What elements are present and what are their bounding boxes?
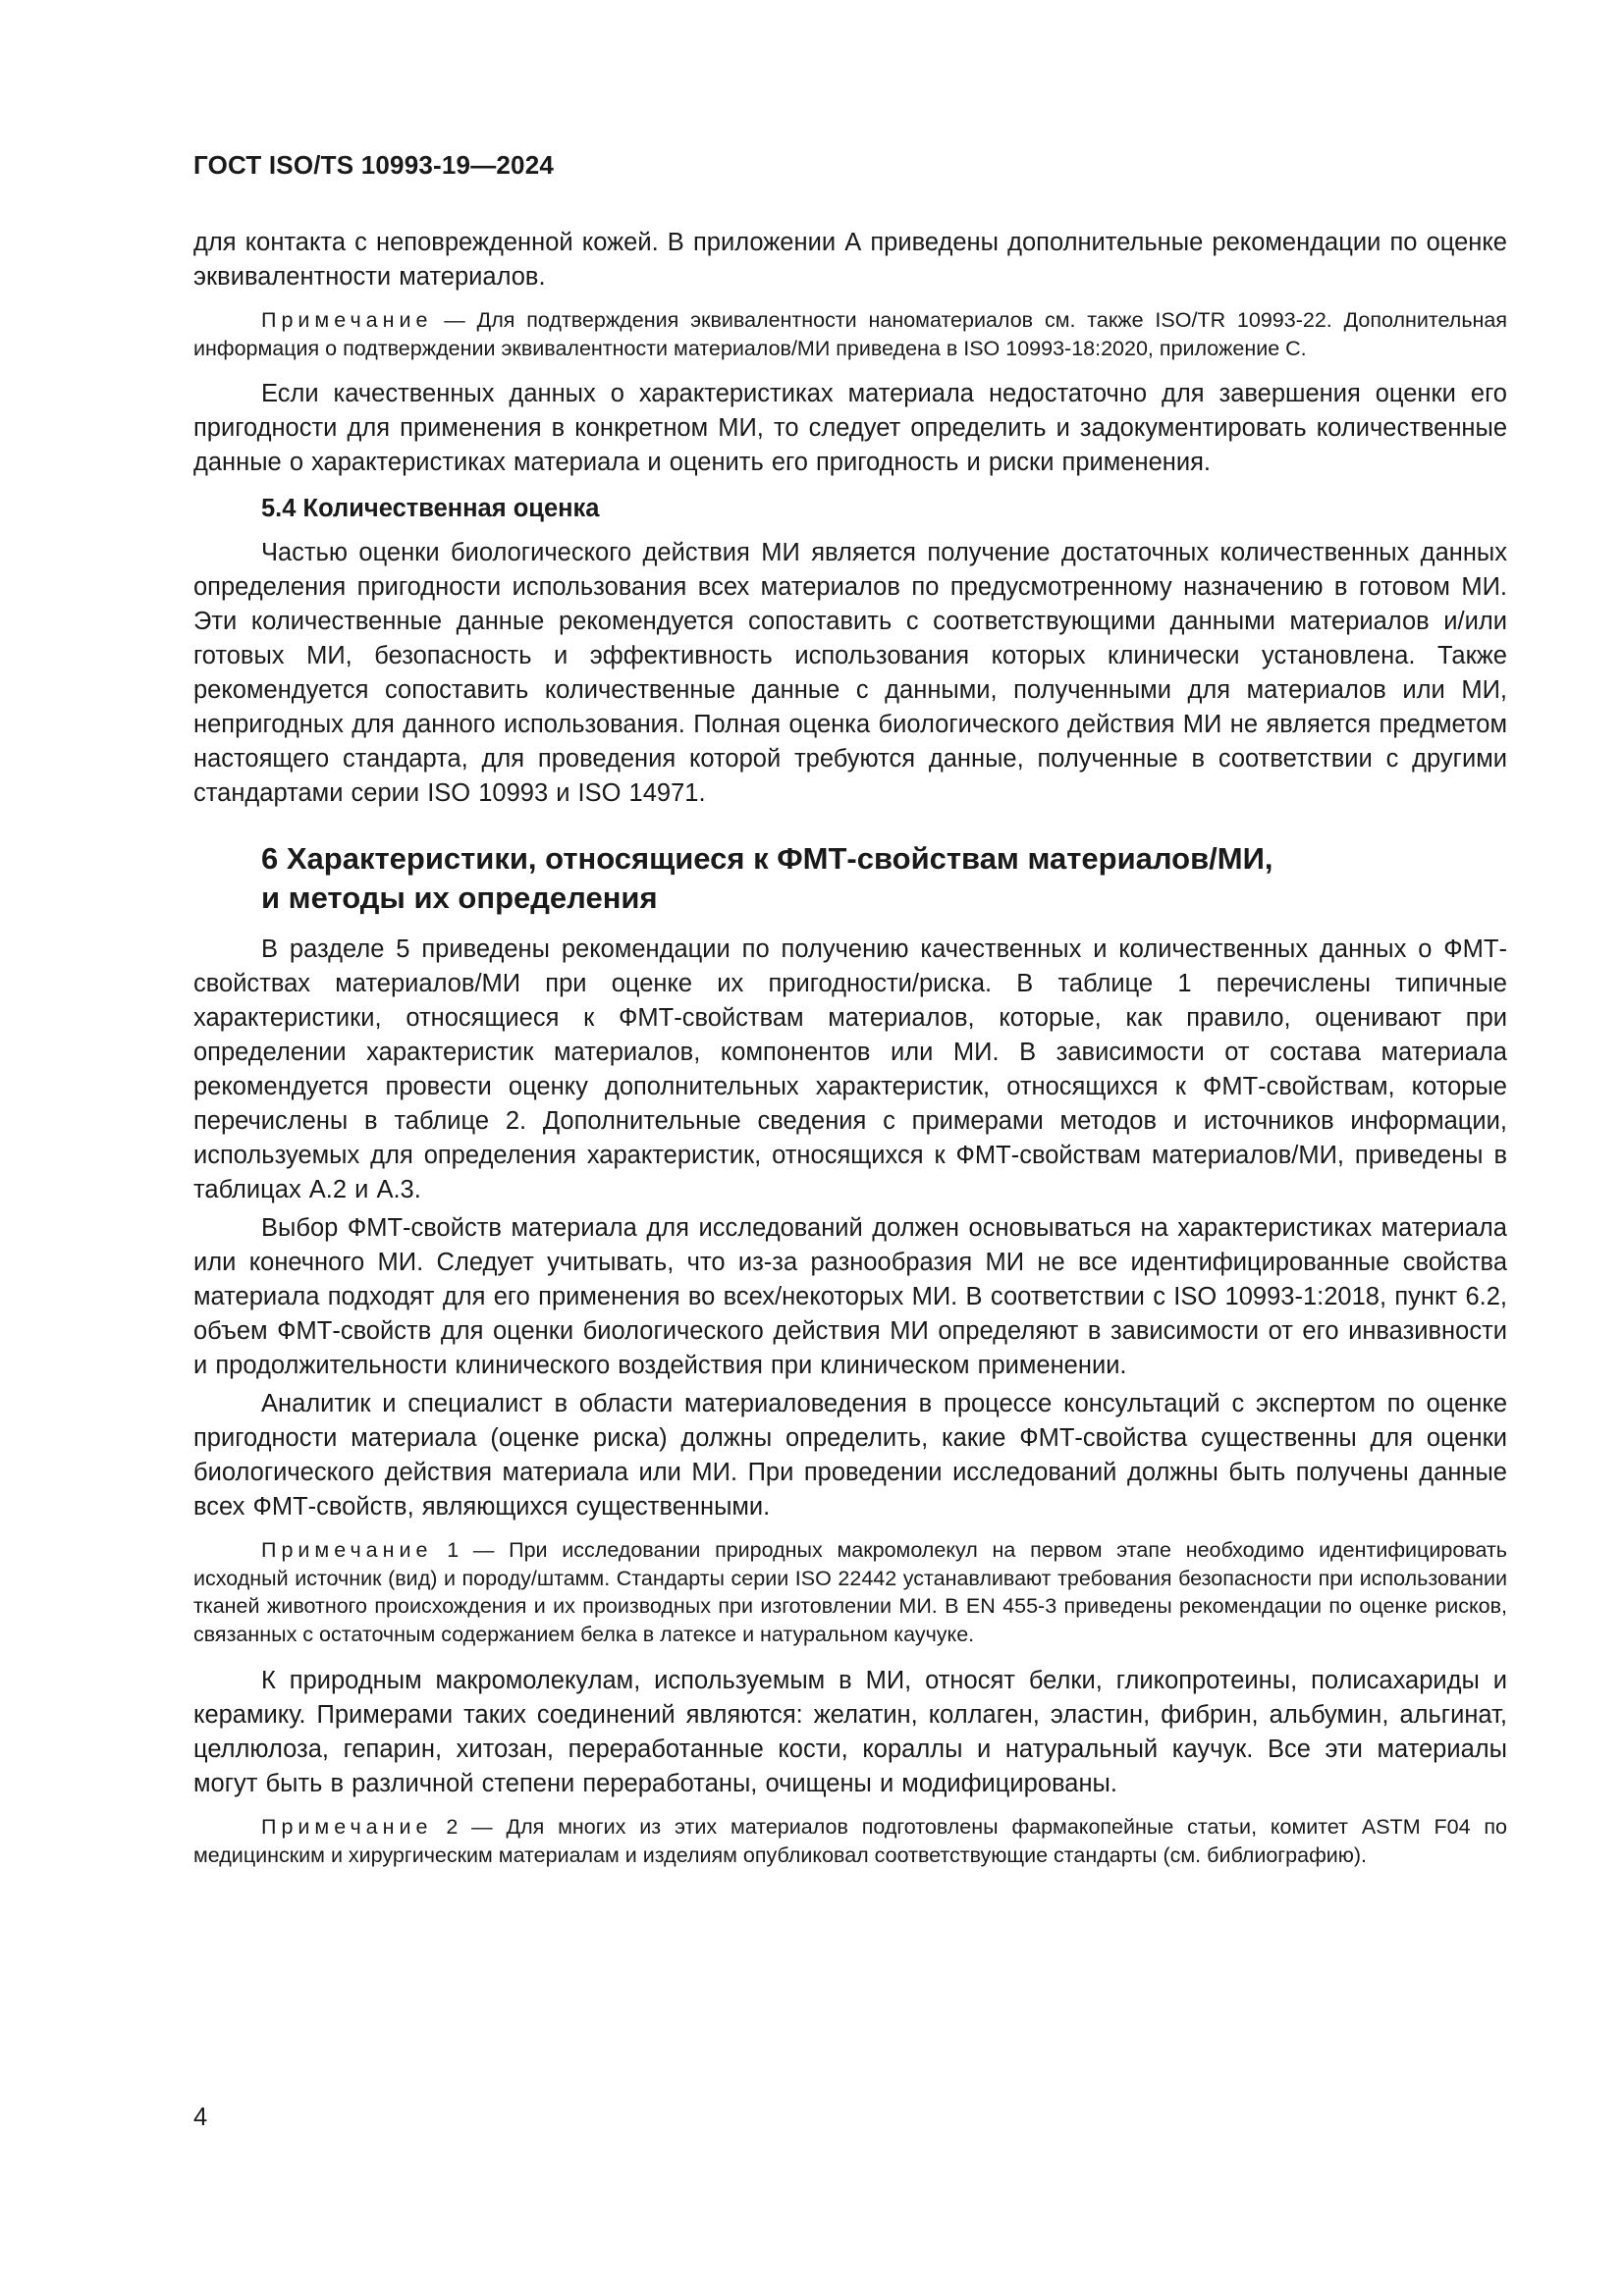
section-5-4-heading: 5.4 Количественная оценка — [261, 495, 600, 522]
note-text: 1 — При исследовании природных макромолекул на первом этапе необходимо идентифицировать исходный источник (вид) и породу/штамм. Стандарты серии ISO 22442 устанавливают требования безопасности при использовании тканей животного происхождения и их производных при изготовлении МИ. В EN 455-3 приведены рекомендации по оценке рисков, связанных с остаточным содержанием белка в латексе и натуральном каучуке. — [193, 1538, 1507, 1646]
note-text: 2 — Для многих из этих материалов подготовлены фармакопейные статьи, комитет ASTM F04 по медицинским и хирургическим материалам и изделиям опубликовал соответствующие стандарты (см. библиографию). — [193, 1815, 1507, 1867]
section-6-heading-line1: 6 Характеристики, относящиеся к ФМТ-свойствам материалов/МИ, — [261, 841, 1273, 876]
paragraph-5-4: Частью оценки биологического действия МИ является получение достаточных количественных данных определения пригодности использования всех материалов по предусмотренному назначению в готовом МИ. Эти количественные данные рекомендуется сопоставить с соответствующими данными материалов и/или готовых МИ, безопасность и эффективность использования которых клинически установлена. Также рекомендуется сопоставить количественные данные с данными, полученными для материалов или МИ, непригодных для данного использования. Полная оценка биологического действия МИ не является предметом настоящего стандарта, для проведения которой требуются данные, полученные в соответствии с другими стандартами серии ISO 10993 и ISO 14971. — [193, 539, 1507, 807]
paragraph-6d: К природным макромолекулам, используемым в МИ, относят белки, гликопротеины, полисахариды и керамику. Примерами таких соединений являются: желатин, коллаген, эластин, фибрин, альбумин, альгинат, целлюлоза, гепарин, хитозан, переработанные кости, кораллы и натуральный каучук. Все эти материалы могут быть в различной степени переработаны, очищены и модифицированы. — [193, 1667, 1507, 1797]
paragraph-continuation: для контакта с неповрежденной кожей. В приложении А приведены дополнительные рекомендации по оценке эквивалентности материалов. — [193, 229, 1507, 291]
note-1 — [193, 1536, 1507, 1648]
page-number: 4 — [193, 2104, 208, 2131]
note-label: Примечание — [261, 1815, 433, 1839]
paragraph-6b: Выбор ФМТ-свойств материала для исследований должен основываться на характеристиках материала или конечного МИ. Следует учитывать, что из-за разнообразия МИ не все идентифицированные свойства материала подходят для его применения во всех/некоторых МИ. В соответствии с ISO 10993-1:2018, пункт 6.2, объем ФМТ-свойств для оценки биологического действия МИ определяют в зависимости от его инвазивности и продолжительности клинического воздействия при клиническом применении. — [193, 1214, 1507, 1379]
note-label: Примечание — [261, 1538, 433, 1562]
paragraph-6c: Аналитик и специалист в области материаловедения в процессе консультаций с экспертом по оценке пригодности материала (оценке риска) должны определить, какие ФМТ-свойства существенны для оценки биологического действия материала или МИ. При проведении исследований должны быть получены данные всех ФМТ-свойств, являющихся существенными. — [193, 1390, 1507, 1521]
note-label: Примечание — [261, 308, 433, 332]
note-equivalence — [193, 306, 1507, 362]
section-6-heading — [193, 839, 1507, 918]
note-2 — [193, 1813, 1507, 1869]
section-6-heading-line2: и методы их определения — [261, 881, 658, 915]
document-header: ГОСТ ISO/TS 10993-19—2024 — [193, 150, 555, 180]
note-text: — Для подтверждения эквивалентности наноматериалов см. также ISO/TR 10993-22. Дополнительная информация о подтверждении эквивалентности материалов/МИ приведена в ISO 10993-18:2020, приложение С. — [193, 308, 1507, 360]
page-content — [193, 226, 1507, 1869]
paragraph-qualitative: Если качественных данных о характеристиках материала недостаточно для завершения оценки его пригодности для применения в конкретном МИ, то следует определить и задокументировать количественные данные о характеристиках материала и оценить его пригодность и риски применения. — [193, 380, 1507, 476]
paragraph-6a: В разделе 5 приведены рекомендации по получению качественных и количественных данных о ФМТ-свойствах материалов/МИ при оценке их пригодности/риска. В таблице 1 перечислены типичные характеристики, относящиеся к ФМТ-свойствам материалов, которые, как правило, оценивают при определении характеристик материалов, компонентов или МИ. В зависимости от состава материала рекомендуется провести оценку дополнительных характеристик, относящихся к ФМТ-свойствам, которые перечислены в таблице 2. Дополнительные сведения с примерами методов и источников информации, используемых для определения характеристик, относящихся к ФМТ-свойствам материалов/МИ, приведены в таблицах А.2 и А.3. — [193, 935, 1507, 1203]
